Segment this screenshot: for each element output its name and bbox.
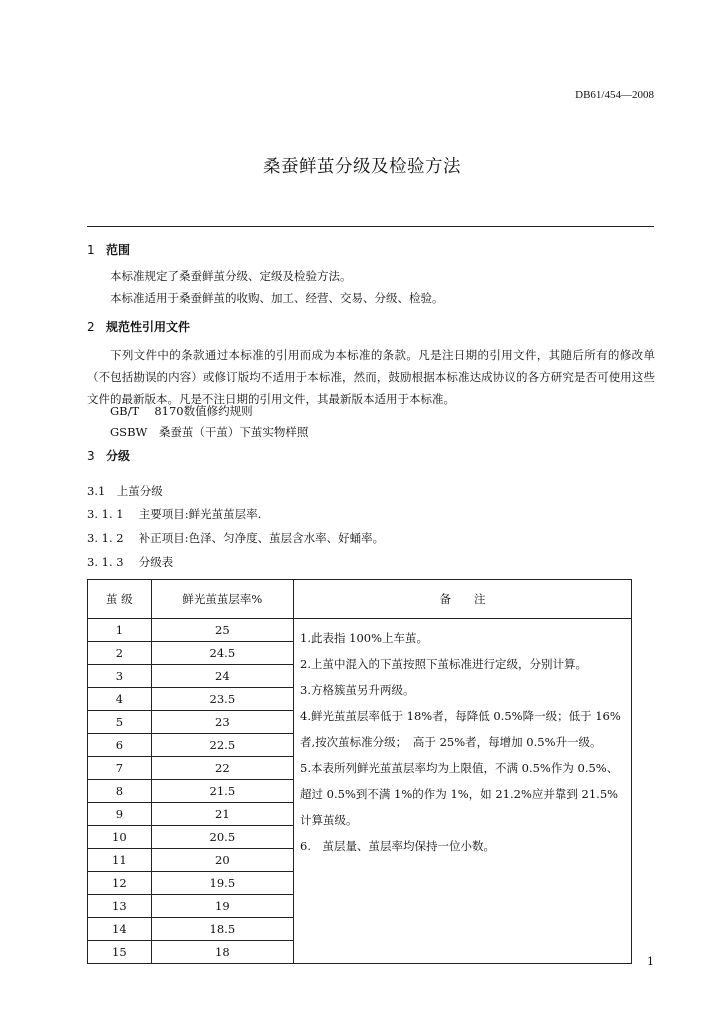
grade-cell: 7 xyxy=(88,757,152,780)
table-header-row xyxy=(88,580,632,619)
ratio-cell: 23.5 xyxy=(151,688,293,711)
remark-line: 6. 茧层量、茧层率均保持一位小数。 xyxy=(300,839,495,853)
remark-line: 超过 0.5%到不满 1%的作为 1%，如 21.2%应并靠到 21.5% xyxy=(300,787,619,801)
section-1-heading xyxy=(87,241,130,258)
reference-gsbw: GSBW 桑蚕茧（干茧）下茧实物样照 xyxy=(110,425,309,439)
grading-table xyxy=(87,579,632,964)
section-title: 范围 xyxy=(106,243,131,257)
header-remarks: 备 注 xyxy=(294,580,632,619)
page-number: 1 xyxy=(647,955,654,968)
ratio-cell: 24.5 xyxy=(151,642,293,665)
grade-cell: 15 xyxy=(88,941,152,964)
section-title: 分级 xyxy=(106,449,131,463)
remark-line: 计算茧级。 xyxy=(300,813,358,827)
table-row xyxy=(88,619,632,642)
section-3-heading xyxy=(87,447,130,464)
clause-3-1-1: 3. 1. 1 主要项目:鲜光茧茧层率. xyxy=(87,507,262,521)
section-2-heading xyxy=(87,318,190,335)
grade-cell: 10 xyxy=(88,826,152,849)
header-grade: 茧 级 xyxy=(88,580,152,619)
grade-cell: 5 xyxy=(88,711,152,734)
ratio-cell: 18 xyxy=(151,941,293,964)
clause-3-1: 3.1 上茧分级 xyxy=(87,484,163,498)
section-1-line-1: 本标准规定了桑蚕鲜茧分级、定级及检验方法。 xyxy=(110,269,352,283)
ratio-cell: 19.5 xyxy=(151,872,293,895)
grade-cell: 11 xyxy=(88,849,152,872)
ratio-cell: 24 xyxy=(151,665,293,688)
section-number: 3 xyxy=(87,449,95,463)
ratio-cell: 25 xyxy=(151,619,293,642)
remark-line: 2.上茧中混入的下茧按照下茧标准进行定级，分别计算。 xyxy=(300,657,587,671)
ratio-cell: 19 xyxy=(151,895,293,918)
grade-cell: 1 xyxy=(88,619,152,642)
remark-line: 3.方格簇茧另升两级。 xyxy=(300,683,415,697)
grade-cell: 13 xyxy=(88,895,152,918)
grade-cell: 9 xyxy=(88,803,152,826)
grade-cell: 12 xyxy=(88,872,152,895)
title-divider xyxy=(87,226,654,227)
remark-line: 5.本表所列鲜光茧茧层率均为上限值，不满 0.5%作为 0.5%、 xyxy=(300,761,619,775)
reference-gbt: GB/T 8170数值修约规则 xyxy=(110,404,253,418)
section-number: 1 xyxy=(87,243,95,257)
remarks-cell xyxy=(294,619,632,964)
ratio-cell: 21.5 xyxy=(151,780,293,803)
grade-cell: 4 xyxy=(88,688,152,711)
clause-3-1-3: 3. 1. 3 分级表 xyxy=(87,555,174,569)
grade-cell: 14 xyxy=(88,918,152,941)
remark-line: 1.此表指 100%上车茧。 xyxy=(300,631,429,645)
ratio-cell: 22 xyxy=(151,757,293,780)
page-title: 桑蚕鲜茧分级及检验方法 xyxy=(263,157,461,177)
document-number: DB61/454—2008 xyxy=(575,89,654,101)
section-title: 规范性引用文件 xyxy=(106,320,191,334)
section-1-line-2: 本标准适用于桑蚕鲜茧的收购、加工、经营、交易、分级、检验。 xyxy=(110,291,444,305)
remark-line: 4.鲜光茧茧层率低于 18%者，每降低 0.5%降一级；低于 16% xyxy=(300,709,621,723)
ratio-cell: 21 xyxy=(151,803,293,826)
grade-cell: 3 xyxy=(88,665,152,688)
ratio-cell: 20 xyxy=(151,849,293,872)
ratio-cell: 23 xyxy=(151,711,293,734)
header-shell-ratio: 鲜光茧茧层率% xyxy=(151,580,293,619)
section-number: 2 xyxy=(87,320,95,334)
clause-3-1-2: 3. 1. 2 补正项目:色泽、匀净度、茧层含水率、好蛹率。 xyxy=(87,531,385,545)
remark-line: 者,按次茧标准分级； 高于 25%者，每增加 0.5%升一级。 xyxy=(300,735,602,749)
grade-cell: 2 xyxy=(88,642,152,665)
ratio-cell: 18.5 xyxy=(151,918,293,941)
ratio-cell: 22.5 xyxy=(151,734,293,757)
section-2-paragraph: 下列文件中的条款通过本标准的引用而成为本标准的条款。凡是注日期的引用文件，其随后所有的修改单（不包括勘误的内容）或修订版均不适用于本标准，然而，鼓励根据本标准达成协议的各方研究是否可使用这些文件的最新版本。凡是不注日期的引用文件，其最新版本适用于本标准。 xyxy=(87,348,655,406)
grade-cell: 8 xyxy=(88,780,152,803)
ratio-cell: 20.5 xyxy=(151,826,293,849)
grade-cell: 6 xyxy=(88,734,152,757)
